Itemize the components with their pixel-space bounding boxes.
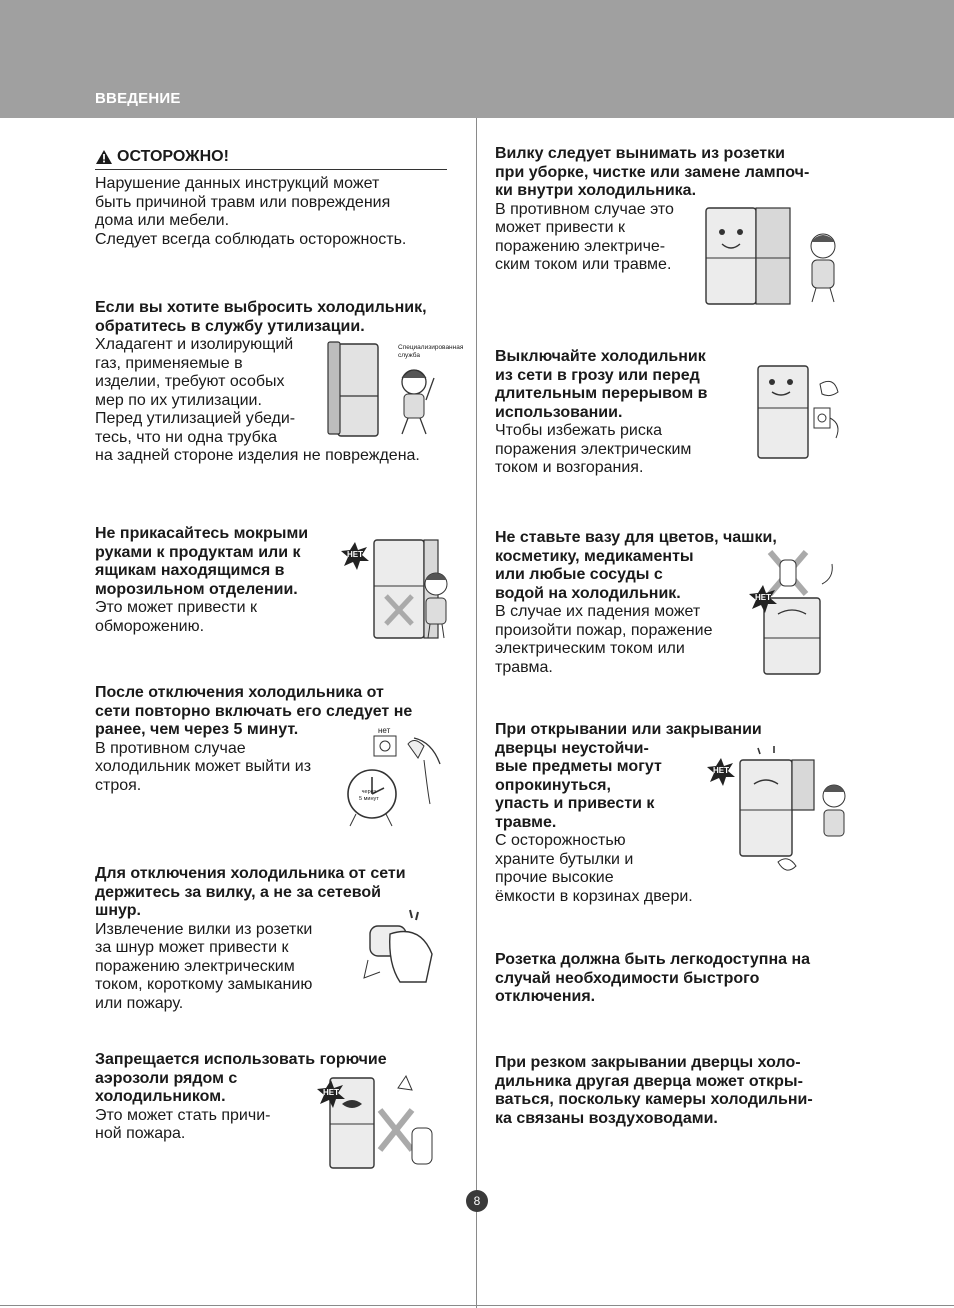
page-header [0,0,954,118]
storm-illustration [750,362,845,462]
no-badge [340,541,370,571]
bottom-rule [0,1305,954,1306]
section-heading: Если вы хотите выбросить холодильник, обратитесь в службу утилизации. [95,299,427,335]
no-badge [706,757,736,787]
reconnect-illustration [342,724,454,829]
section-heading: Запрещается использовать горючие аэрозоли рядом с холодильником. [95,1051,387,1105]
section-text: В случае их падения может произойти пожар, поражение электрическим током или травма. [495,603,713,676]
plug-illustration [360,904,440,984]
page-number: 8 [466,1190,488,1212]
service-label: Специализированная служба [398,344,464,359]
right-section-airducts [495,1054,855,1128]
section-heading: Не прикасайтесь мокрыми руками к продуктам или к ящикам находящимся в морозильном отделении. [95,525,309,598]
clock-label: через 5 минут [359,789,379,802]
section-heading: После отключения холодильника от сети повторно включать его следует не ранее, чем через 5 минут. [95,684,413,738]
section-heading: При открывании или закрывании дверцы неустойчи- вые предметы могут опрокинуться, упасть и привести к травме. [495,721,762,831]
section-text: Это может привести к обморожению. [95,599,257,635]
section-text: Это может стать причи- ной пожара. [95,1106,271,1142]
no-badge-text: НЕТ [323,1088,339,1097]
column-divider [476,118,477,1308]
section-heading: Для отключения холодильника от сети держитесь за вилку, а не за сетевой шнур. [95,865,406,919]
left-section-wet-hands [95,525,335,636]
no-label: нет [378,726,391,735]
section-text: Хладагент и изолирующий газ, применяемые в изделии, требуют особых мер по их утилизации. Перед утилизацией убеди- тесь, что ни одна трубка на задней стороне изделия не повреждена. [95,336,420,464]
section-heading: Выключайте холодильник из сети в грозу или перед длительным перерывом в использовании. [495,348,708,421]
section-heading: Розетка должна быть легкодоступна на случай необходимости быстрого отключения. [495,951,811,1005]
unplug-illustration [700,202,850,307]
section-heading: При резком закрывании дверцы холо- дильника другая дверца может откры- ваться, поскольку камеры холодильни- ка связаны воздуховодами. [495,1054,813,1127]
section-text: Чтобы избежать риска поражения электрическим током и возгорания. [495,422,692,476]
no-badge-text: НЕТ [347,550,363,559]
section-text: В противном случае это может привести к поражению электриче- ским током или травме. [495,200,674,273]
section-heading: Вилку следует вынимать из розетки при уборке, чистке или замене лампоч- ки внутри холодильника. [495,145,810,199]
no-badge-text: НЕТ [713,766,729,775]
section-text: С осторожностью храните бутылки и прочие высокие ёмкости в корзинах двери. [495,832,693,905]
right-section-socket [495,951,855,1007]
warning-icon [95,149,113,165]
caution-rule [95,169,447,170]
section-text: В противном случае холодильник может выйти из строя. [95,739,312,794]
section-title: ВВЕДЕНИЕ [95,90,181,107]
section-text: Извлечение вилки из розетки за шнур может привести к поражению электрическим током, короткому замыканию или пожару. [95,920,313,1012]
caution-heading [95,148,229,166]
caution-title: ОСТОРОЖНО! [117,148,229,165]
no-badge [316,1079,346,1109]
section-heading: Не ставьте вазу для цветов, чашки, косметику, медикаменты или любые сосуды с водой на холодильник. [495,529,777,602]
no-badge [748,584,778,614]
no-badge-text: НЕТ [755,593,771,602]
caution-block [95,175,455,249]
caution-text: Нарушение данных инструкций может быть причиной травм или повреждения дома или мебели. Следует всегда соблюдать осторожность. [95,175,407,248]
